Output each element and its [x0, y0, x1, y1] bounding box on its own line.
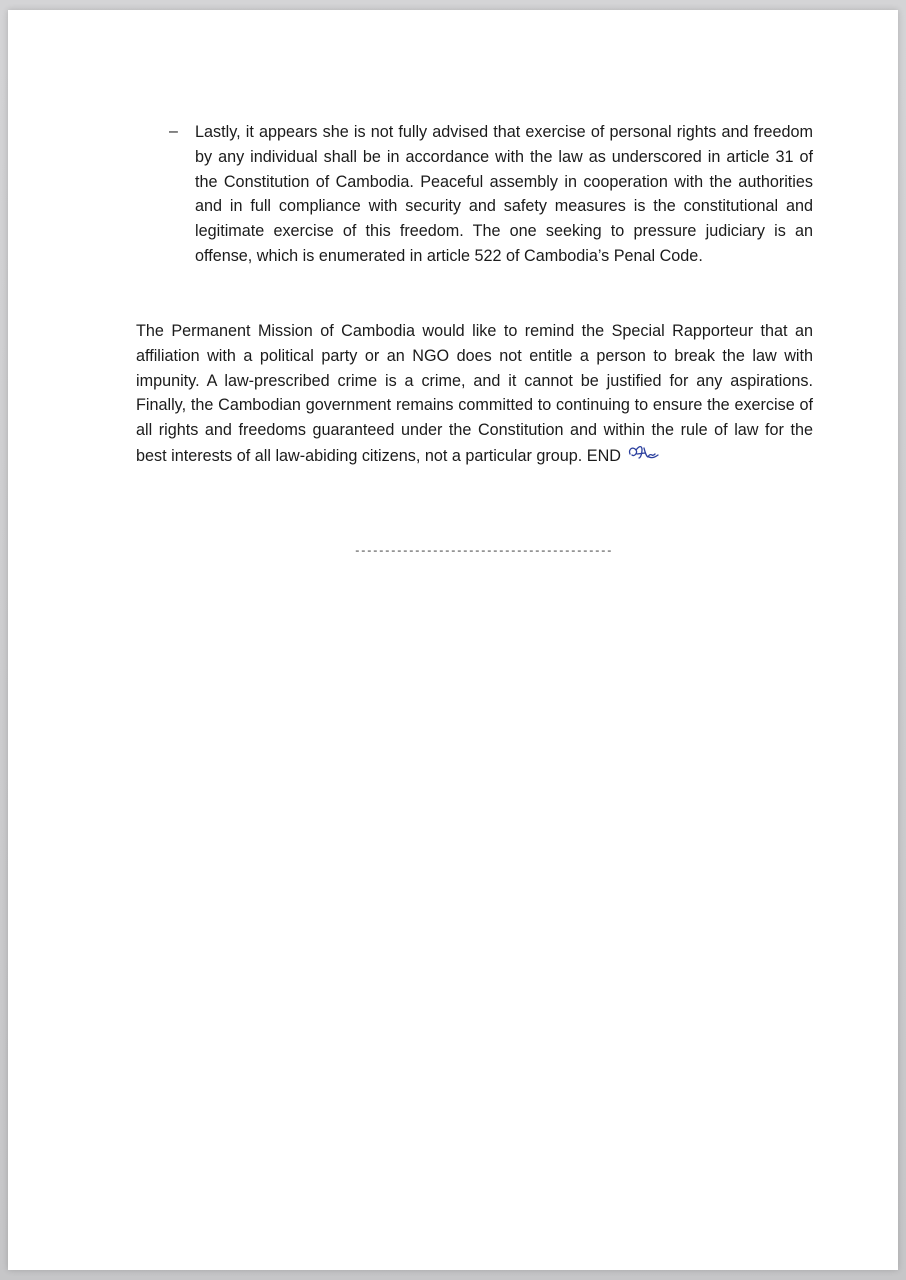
bullet-paragraph: Lastly, it appears she is not fully advised that exercise of personal rights and freedom by any individual shall be in accordance with the law as underscored in article 31 of the Constitution of Cambodia. Peaceful assembly in cooperation with the authorities and in full compliance with security and safety measures is the constitutional and legitimate exercise of this freedom. The one seeking to pressure judiciary is an offense, which is enumerated in article 522 of Cambodia’s Penal Code. — [195, 123, 813, 265]
handwritten-initials — [627, 443, 661, 471]
end-separator-line: ------------------------------------------- — [354, 546, 613, 558]
closing-paragraph-text: The Permanent Mission of Cambodia would like to remind the Special Rapporteur that an affiliation with a political party or an NGO does not entitle a person to break the law with impunity. A law-prescribed crime is a crime, and it cannot be justified for any aspirations. Finally, the Cambodian government remains committed to continuing to ensure the exercise of all rights and freedoms guaranteed under the Constitution and within the rule of law for the best interests of all law-abiding citizens, not a particular group. END — [136, 322, 813, 466]
bullet-marker: – — [169, 123, 178, 140]
closing-paragraph — [136, 319, 813, 471]
